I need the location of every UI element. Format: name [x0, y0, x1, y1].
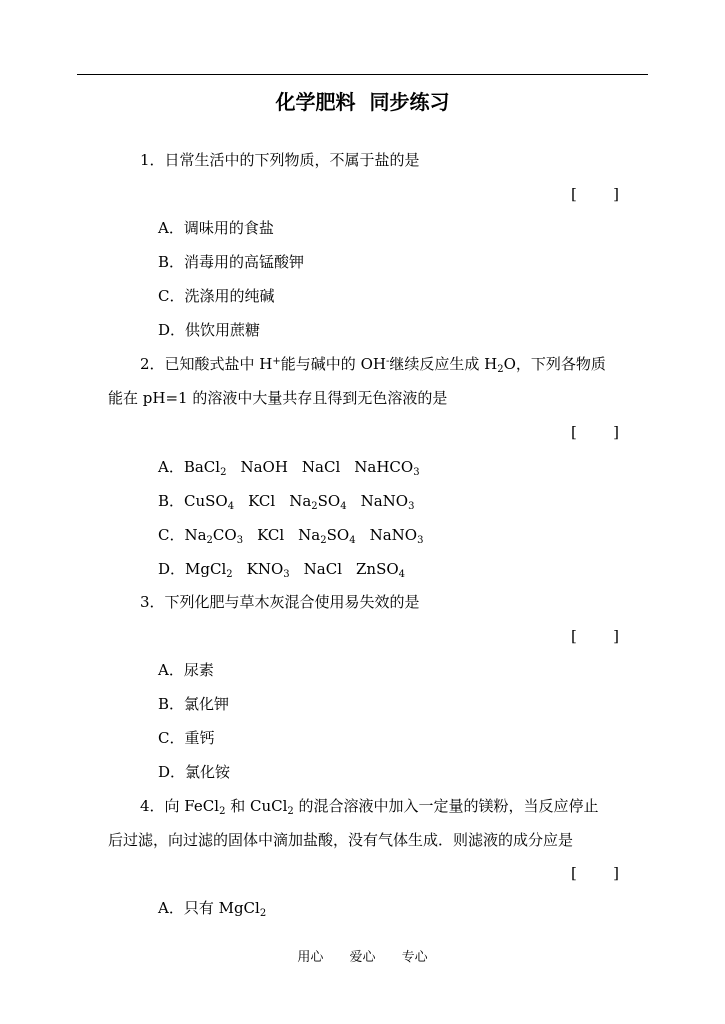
question-3: 3．下列化肥与草木灰混合使用易失效的是	[140, 593, 420, 611]
answer-bracket-4: [ ]	[571, 864, 619, 882]
q3-option-a: A．尿素	[158, 661, 214, 679]
footer-text-3: 专心	[401, 950, 428, 965]
q4-option-a: A．只有 MgCl$_2$	[158, 899, 267, 919]
answer-bracket-1: [ ]	[571, 185, 619, 203]
q2-option-a: A．BaCl$_2$ NaOH NaCl NaHCO$_3$	[158, 458, 420, 478]
footer-text-1: 用心	[297, 950, 324, 965]
q1-option-c: C．洗涤用的纯碱	[158, 287, 275, 305]
question-4-line-2: 后过滤，向过滤的固体中滴加盐酸，没有气体生成．则滤液的成分应是	[108, 831, 574, 849]
q1-option-a: A．调味用的食盐	[158, 219, 274, 237]
q1-option-d: D．供饮用蔗糖	[158, 321, 261, 339]
q1-option-b: B．消毒用的高锰酸钾	[158, 253, 305, 271]
page-footer	[0, 948, 725, 968]
answer-bracket-3: [ ]	[571, 627, 619, 645]
answer-bracket-2: [ ]	[571, 423, 619, 441]
question-4-line-1: 4．向 FeCl$_2$ 和 CuCl$_2$ 的混合溶液中加入一定量的镁粉，当反应停止	[140, 797, 599, 817]
question-2-line-2: 能在 pH=1 的溶液中大量共存且得到无色溶液的是	[108, 389, 448, 407]
q2-option-b: B．CuSO$_4$ KCl $Na_2SO_4$ NaNO$_3$	[158, 492, 415, 512]
q2-option-d: D．MgCl$_2$ $KNO_3$ NaCl ZnSO$_4$	[158, 560, 406, 580]
question-1: 1．日常生活中的下列物质，不属于盐的是	[140, 151, 420, 169]
q3-option-c: C．重钙	[158, 729, 215, 747]
footer-text-2: 爱心	[349, 950, 376, 965]
page-title: 化学肥料 同步练习	[275, 90, 450, 114]
q3-option-d: D．氯化铵	[158, 763, 231, 781]
header-rule	[77, 74, 648, 75]
q3-option-b: B．氯化钾	[158, 695, 230, 713]
q2-option-c: C．$Na_2CO_3$ KCl $Na_2SO_4$ NaNO$_3$	[158, 526, 424, 546]
question-2-line-1: 2．已知酸式盐中 H+能与碱中的 OH-继续反应生成 $H_2O$，下列各物质	[140, 355, 606, 375]
